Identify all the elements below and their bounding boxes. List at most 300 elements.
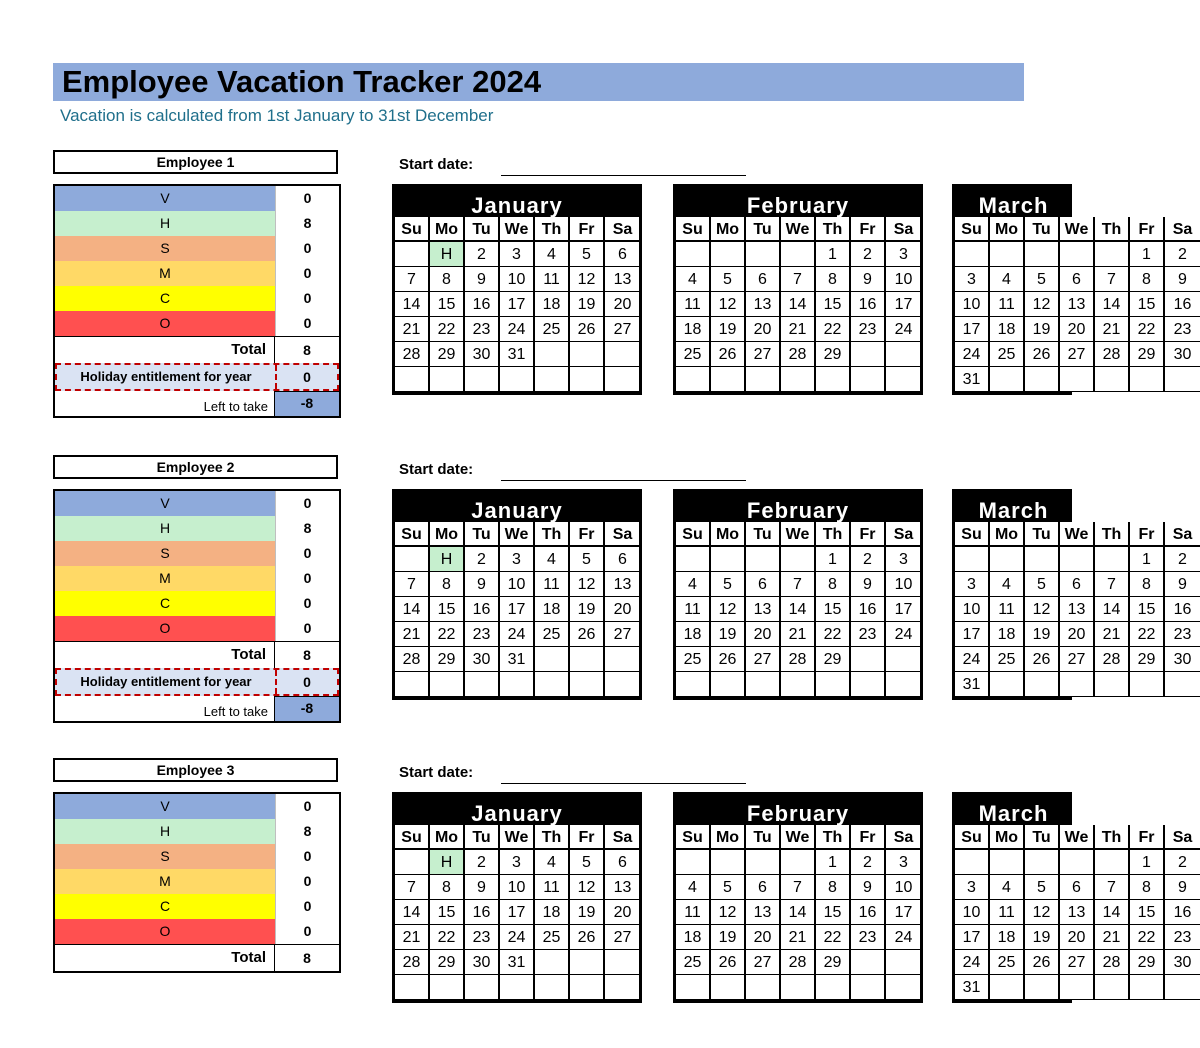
day-cell[interactable]: 10 (500, 572, 535, 597)
day-cell[interactable]: 29 (1130, 342, 1165, 367)
day-cell[interactable] (465, 975, 500, 1000)
day-cell[interactable] (465, 672, 500, 697)
day-cell[interactable] (711, 547, 746, 572)
day-cell[interactable] (676, 672, 711, 697)
day-cell[interactable] (746, 242, 781, 267)
day-cell[interactable]: 12 (711, 597, 746, 622)
day-cell[interactable]: 11 (990, 900, 1025, 925)
day-cell[interactable]: 27 (605, 317, 640, 342)
day-cell[interactable]: 5 (711, 875, 746, 900)
day-cell[interactable]: 2 (465, 547, 500, 572)
day-cell[interactable]: 16 (851, 597, 886, 622)
day-cell[interactable] (711, 672, 746, 697)
day-cell[interactable]: 25 (990, 647, 1025, 672)
day-cell[interactable]: 20 (1060, 925, 1095, 950)
day-cell[interactable]: 13 (605, 875, 640, 900)
day-cell[interactable]: 7 (395, 875, 430, 900)
day-cell[interactable]: 8 (1130, 875, 1165, 900)
day-cell[interactable]: 1 (1130, 850, 1165, 875)
day-cell[interactable]: 4 (676, 572, 711, 597)
day-cell[interactable] (746, 547, 781, 572)
day-cell[interactable]: 17 (500, 597, 535, 622)
day-cell[interactable]: 11 (676, 597, 711, 622)
day-cell[interactable]: 19 (1025, 925, 1060, 950)
day-cell[interactable]: 18 (676, 925, 711, 950)
day-cell[interactable]: 23 (1165, 925, 1200, 950)
day-cell[interactable]: 7 (1095, 875, 1130, 900)
employee-name-cell[interactable]: Employee 1 (53, 150, 338, 174)
day-cell[interactable] (605, 975, 640, 1000)
day-cell[interactable]: 2 (851, 242, 886, 267)
day-cell[interactable]: 13 (746, 900, 781, 925)
day-cell[interactable] (430, 367, 465, 392)
day-cell[interactable]: 9 (851, 875, 886, 900)
day-cell[interactable]: 6 (1060, 572, 1095, 597)
day-cell[interactable]: 2 (1165, 547, 1200, 572)
day-cell[interactable]: 9 (851, 572, 886, 597)
day-cell[interactable] (535, 342, 570, 367)
day-cell[interactable] (711, 975, 746, 1000)
day-cell[interactable] (781, 547, 816, 572)
day-cell[interactable]: 25 (676, 950, 711, 975)
day-cell[interactable]: 31 (955, 367, 990, 392)
day-cell[interactable]: 26 (1025, 342, 1060, 367)
day-cell[interactable] (395, 367, 430, 392)
day-cell[interactable]: 12 (711, 900, 746, 925)
day-cell[interactable]: 8 (816, 572, 851, 597)
day-cell[interactable] (781, 367, 816, 392)
day-cell[interactable]: 27 (1060, 950, 1095, 975)
day-cell[interactable]: 24 (500, 925, 535, 950)
day-cell[interactable]: 16 (851, 900, 886, 925)
day-cell[interactable]: 28 (1095, 647, 1130, 672)
day-cell[interactable]: 12 (570, 875, 605, 900)
day-cell[interactable]: 24 (955, 647, 990, 672)
day-cell[interactable]: 18 (990, 317, 1025, 342)
day-cell[interactable]: 1 (1130, 242, 1165, 267)
day-cell[interactable]: 7 (781, 875, 816, 900)
day-cell[interactable]: 31 (955, 672, 990, 697)
day-cell[interactable] (990, 242, 1025, 267)
day-cell[interactable]: 20 (605, 292, 640, 317)
day-cell[interactable] (746, 672, 781, 697)
day-cell[interactable] (746, 850, 781, 875)
day-cell[interactable]: 9 (465, 572, 500, 597)
day-cell[interactable] (1060, 975, 1095, 1000)
day-cell[interactable]: 26 (711, 647, 746, 672)
day-cell[interactable]: 27 (1060, 647, 1095, 672)
day-cell[interactable]: 26 (1025, 647, 1060, 672)
day-cell[interactable]: 10 (500, 875, 535, 900)
day-cell[interactable]: 23 (465, 622, 500, 647)
day-cell[interactable] (676, 367, 711, 392)
day-cell[interactable]: 22 (816, 925, 851, 950)
day-cell[interactable]: 14 (1095, 292, 1130, 317)
day-cell[interactable]: 19 (1025, 622, 1060, 647)
day-cell[interactable] (1095, 672, 1130, 697)
day-cell[interactable]: 6 (746, 267, 781, 292)
day-cell[interactable]: 28 (1095, 342, 1130, 367)
day-cell[interactable]: 1 (1130, 547, 1165, 572)
day-cell[interactable] (1165, 367, 1200, 392)
day-cell[interactable]: 6 (1060, 875, 1095, 900)
day-cell[interactable]: 3 (955, 875, 990, 900)
day-cell[interactable] (500, 367, 535, 392)
day-cell[interactable] (676, 850, 711, 875)
day-cell[interactable]: 22 (430, 622, 465, 647)
day-cell[interactable] (570, 342, 605, 367)
day-cell[interactable]: 24 (955, 342, 990, 367)
day-cell[interactable]: 22 (816, 317, 851, 342)
day-cell[interactable] (535, 950, 570, 975)
day-cell[interactable] (1060, 367, 1095, 392)
day-cell[interactable]: 12 (1025, 900, 1060, 925)
day-cell[interactable]: 31 (500, 342, 535, 367)
day-cell[interactable]: 6 (605, 547, 640, 572)
entitlement-input[interactable]: 0 (275, 365, 337, 389)
day-cell[interactable] (851, 950, 886, 975)
day-cell[interactable]: 22 (816, 622, 851, 647)
day-cell[interactable] (395, 672, 430, 697)
day-cell[interactable]: 9 (465, 875, 500, 900)
day-cell[interactable]: 30 (1165, 950, 1200, 975)
day-cell[interactable]: 26 (711, 950, 746, 975)
day-cell[interactable] (816, 367, 851, 392)
day-cell[interactable]: 28 (395, 647, 430, 672)
day-cell[interactable] (676, 547, 711, 572)
day-cell[interactable]: 17 (886, 292, 921, 317)
day-cell[interactable]: 20 (746, 925, 781, 950)
day-cell[interactable]: 23 (851, 317, 886, 342)
day-cell[interactable]: 26 (711, 342, 746, 367)
day-cell[interactable]: 6 (746, 572, 781, 597)
day-cell[interactable]: 19 (570, 292, 605, 317)
day-cell[interactable]: 10 (955, 597, 990, 622)
day-cell[interactable]: 10 (500, 267, 535, 292)
day-cell[interactable]: 20 (605, 900, 640, 925)
day-cell[interactable] (990, 672, 1025, 697)
day-cell[interactable]: 19 (711, 925, 746, 950)
day-cell[interactable]: 22 (430, 925, 465, 950)
day-cell[interactable] (535, 647, 570, 672)
day-cell[interactable]: 29 (1130, 950, 1165, 975)
start-date-input[interactable] (501, 783, 746, 784)
day-cell[interactable] (990, 975, 1025, 1000)
day-cell[interactable]: 16 (851, 292, 886, 317)
day-cell[interactable] (570, 975, 605, 1000)
day-cell[interactable]: 16 (465, 900, 500, 925)
day-cell[interactable]: 5 (1025, 875, 1060, 900)
day-cell[interactable]: 24 (886, 925, 921, 950)
day-cell[interactable]: 28 (781, 647, 816, 672)
day-cell[interactable]: 19 (570, 597, 605, 622)
day-cell[interactable]: 16 (465, 292, 500, 317)
day-cell[interactable]: 31 (500, 950, 535, 975)
day-cell[interactable]: 3 (500, 850, 535, 875)
day-cell[interactable] (886, 647, 921, 672)
day-cell[interactable]: 28 (1095, 950, 1130, 975)
day-cell[interactable]: 14 (395, 597, 430, 622)
day-cell[interactable] (886, 672, 921, 697)
day-cell[interactable]: 10 (886, 267, 921, 292)
employee-name-cell[interactable]: Employee 3 (53, 758, 338, 782)
day-cell[interactable]: 4 (676, 267, 711, 292)
day-cell[interactable]: 6 (746, 875, 781, 900)
day-cell[interactable]: 19 (1025, 317, 1060, 342)
day-cell[interactable]: 29 (816, 647, 851, 672)
day-cell[interactable] (1095, 367, 1130, 392)
day-cell[interactable]: 15 (816, 900, 851, 925)
day-cell[interactable] (886, 950, 921, 975)
day-cell[interactable]: 13 (746, 292, 781, 317)
day-cell[interactable]: 3 (500, 242, 535, 267)
day-cell[interactable]: 11 (535, 875, 570, 900)
day-cell[interactable]: 13 (605, 572, 640, 597)
day-cell[interactable] (1095, 850, 1130, 875)
day-cell[interactable] (1025, 367, 1060, 392)
day-cell[interactable]: 11 (676, 292, 711, 317)
day-cell[interactable]: 14 (781, 900, 816, 925)
day-cell[interactable]: 4 (535, 850, 570, 875)
day-cell[interactable]: 18 (535, 900, 570, 925)
day-cell[interactable]: 18 (990, 925, 1025, 950)
day-cell[interactable]: 10 (886, 875, 921, 900)
day-cell[interactable]: 13 (1060, 292, 1095, 317)
day-cell[interactable]: 17 (500, 292, 535, 317)
day-cell[interactable]: 2 (465, 242, 500, 267)
day-cell[interactable]: 18 (535, 597, 570, 622)
day-cell[interactable]: 5 (1025, 267, 1060, 292)
day-cell[interactable] (605, 672, 640, 697)
day-cell[interactable] (570, 367, 605, 392)
day-cell[interactable]: 5 (711, 572, 746, 597)
day-cell[interactable]: 15 (816, 292, 851, 317)
day-cell[interactable]: 18 (676, 317, 711, 342)
day-cell[interactable] (886, 342, 921, 367)
day-cell[interactable]: 23 (851, 925, 886, 950)
day-cell[interactable]: 19 (711, 622, 746, 647)
day-cell[interactable] (570, 950, 605, 975)
day-cell[interactable]: 5 (711, 267, 746, 292)
day-cell[interactable]: 3 (500, 547, 535, 572)
day-cell[interactable]: 22 (430, 317, 465, 342)
day-cell[interactable]: 23 (1165, 622, 1200, 647)
day-cell[interactable]: 4 (535, 547, 570, 572)
day-cell[interactable]: 13 (746, 597, 781, 622)
day-cell[interactable]: 21 (1095, 622, 1130, 647)
day-cell[interactable]: 5 (570, 850, 605, 875)
day-cell[interactable] (395, 242, 430, 267)
day-cell[interactable]: 22 (1130, 317, 1165, 342)
day-cell[interactable]: 24 (955, 950, 990, 975)
day-cell[interactable]: 27 (605, 622, 640, 647)
day-cell[interactable]: 27 (746, 950, 781, 975)
day-cell[interactable]: 29 (430, 342, 465, 367)
day-cell[interactable]: 21 (1095, 925, 1130, 950)
day-cell[interactable] (570, 647, 605, 672)
day-cell[interactable]: 29 (1130, 647, 1165, 672)
day-cell[interactable]: 15 (430, 292, 465, 317)
day-cell[interactable]: 11 (990, 597, 1025, 622)
day-cell[interactable]: 9 (1165, 875, 1200, 900)
day-cell[interactable]: 11 (676, 900, 711, 925)
day-cell[interactable]: 16 (465, 597, 500, 622)
day-cell[interactable]: 18 (990, 622, 1025, 647)
day-cell[interactable]: 17 (500, 900, 535, 925)
day-cell[interactable]: 4 (990, 572, 1025, 597)
day-cell[interactable]: 26 (570, 622, 605, 647)
day-cell[interactable] (711, 367, 746, 392)
day-cell[interactable]: 3 (886, 547, 921, 572)
day-cell[interactable]: 12 (711, 292, 746, 317)
day-cell[interactable] (605, 342, 640, 367)
day-cell[interactable]: 16 (1165, 292, 1200, 317)
day-cell[interactable] (781, 850, 816, 875)
day-cell[interactable]: 16 (1165, 900, 1200, 925)
day-cell[interactable]: 4 (990, 267, 1025, 292)
day-cell[interactable] (605, 647, 640, 672)
day-cell[interactable] (395, 547, 430, 572)
day-cell[interactable]: 19 (570, 900, 605, 925)
day-cell[interactable]: 10 (886, 572, 921, 597)
day-cell[interactable]: 4 (676, 875, 711, 900)
day-cell[interactable] (1095, 975, 1130, 1000)
day-cell[interactable]: 8 (1130, 267, 1165, 292)
day-cell[interactable]: 17 (955, 622, 990, 647)
day-cell[interactable] (535, 672, 570, 697)
day-cell[interactable] (605, 950, 640, 975)
day-cell[interactable]: 2 (465, 850, 500, 875)
day-cell[interactable]: 17 (955, 317, 990, 342)
day-cell[interactable]: 12 (1025, 292, 1060, 317)
day-cell[interactable] (1060, 672, 1095, 697)
day-cell[interactable]: 21 (395, 622, 430, 647)
day-cell[interactable]: 29 (430, 950, 465, 975)
day-cell[interactable]: 31 (500, 647, 535, 672)
day-cell[interactable]: 20 (746, 622, 781, 647)
day-cell[interactable] (1095, 242, 1130, 267)
day-cell[interactable]: 28 (781, 950, 816, 975)
day-cell[interactable]: 29 (816, 950, 851, 975)
day-cell[interactable]: 8 (1130, 572, 1165, 597)
day-cell[interactable] (535, 975, 570, 1000)
day-cell[interactable]: 8 (430, 572, 465, 597)
day-cell[interactable]: 21 (1095, 317, 1130, 342)
day-cell[interactable]: 8 (430, 875, 465, 900)
day-cell[interactable]: 25 (990, 950, 1025, 975)
day-cell[interactable] (1165, 672, 1200, 697)
day-cell[interactable]: 28 (395, 342, 430, 367)
day-cell[interactable]: 8 (430, 267, 465, 292)
day-cell[interactable] (1060, 547, 1095, 572)
day-cell[interactable]: 18 (676, 622, 711, 647)
day-cell[interactable] (430, 975, 465, 1000)
day-cell[interactable] (746, 367, 781, 392)
day-cell[interactable]: 24 (500, 317, 535, 342)
day-cell[interactable] (851, 975, 886, 1000)
day-cell[interactable] (851, 647, 886, 672)
day-cell[interactable]: 3 (886, 850, 921, 875)
day-cell[interactable]: 29 (430, 647, 465, 672)
day-cell[interactable]: 1 (816, 242, 851, 267)
day-cell[interactable]: 18 (535, 292, 570, 317)
day-cell[interactable]: 6 (1060, 267, 1095, 292)
day-cell[interactable]: 2 (1165, 850, 1200, 875)
day-cell[interactable]: 5 (570, 242, 605, 267)
day-cell[interactable]: 10 (955, 292, 990, 317)
day-cell[interactable] (886, 367, 921, 392)
day-cell[interactable]: 6 (605, 242, 640, 267)
day-cell[interactable]: 23 (465, 317, 500, 342)
employee-name-cell[interactable]: Employee 2 (53, 455, 338, 479)
day-cell[interactable]: 20 (1060, 622, 1095, 647)
day-cell[interactable]: 2 (851, 547, 886, 572)
day-cell[interactable] (1060, 850, 1095, 875)
day-cell[interactable] (1095, 547, 1130, 572)
day-cell[interactable]: 23 (851, 622, 886, 647)
day-cell[interactable] (1130, 672, 1165, 697)
day-cell[interactable] (570, 672, 605, 697)
day-cell[interactable]: 5 (570, 547, 605, 572)
day-cell[interactable] (955, 547, 990, 572)
day-cell[interactable] (711, 242, 746, 267)
day-cell[interactable]: 1 (816, 850, 851, 875)
day-cell[interactable]: 15 (1130, 597, 1165, 622)
day-cell[interactable]: 14 (395, 900, 430, 925)
day-cell[interactable] (500, 975, 535, 1000)
day-cell[interactable]: 9 (1165, 267, 1200, 292)
day-cell[interactable] (816, 672, 851, 697)
day-cell[interactable]: 21 (395, 925, 430, 950)
day-cell[interactable]: 22 (1130, 622, 1165, 647)
day-cell[interactable] (851, 367, 886, 392)
day-cell[interactable]: 2 (1165, 242, 1200, 267)
day-cell[interactable] (955, 850, 990, 875)
day-cell[interactable]: 26 (570, 925, 605, 950)
day-cell[interactable]: 30 (465, 647, 500, 672)
day-cell[interactable]: 14 (1095, 900, 1130, 925)
day-cell[interactable] (1025, 242, 1060, 267)
day-cell[interactable]: 6 (605, 850, 640, 875)
day-cell[interactable] (395, 975, 430, 1000)
day-cell[interactable] (1025, 672, 1060, 697)
day-cell[interactable]: 28 (395, 950, 430, 975)
start-date-input[interactable] (501, 480, 746, 481)
day-cell[interactable]: 16 (1165, 597, 1200, 622)
day-cell[interactable]: 15 (430, 900, 465, 925)
day-cell[interactable]: 26 (570, 317, 605, 342)
day-cell[interactable] (465, 367, 500, 392)
day-cell[interactable]: 20 (1060, 317, 1095, 342)
day-cell[interactable] (816, 975, 851, 1000)
day-cell[interactable] (1130, 975, 1165, 1000)
day-cell[interactable]: 19 (711, 317, 746, 342)
day-cell[interactable]: 26 (1025, 950, 1060, 975)
day-cell[interactable]: 8 (816, 875, 851, 900)
day-cell[interactable] (500, 672, 535, 697)
day-cell[interactable] (781, 672, 816, 697)
day-cell[interactable] (605, 367, 640, 392)
day-cell[interactable]: 22 (1130, 925, 1165, 950)
day-cell[interactable]: 13 (1060, 900, 1095, 925)
day-cell[interactable]: 3 (886, 242, 921, 267)
day-cell[interactable] (955, 242, 990, 267)
day-cell[interactable]: 13 (1060, 597, 1095, 622)
day-cell[interactable]: 29 (816, 342, 851, 367)
day-cell[interactable]: 11 (535, 267, 570, 292)
day-cell[interactable]: 25 (676, 647, 711, 672)
start-date-input[interactable] (501, 175, 746, 176)
